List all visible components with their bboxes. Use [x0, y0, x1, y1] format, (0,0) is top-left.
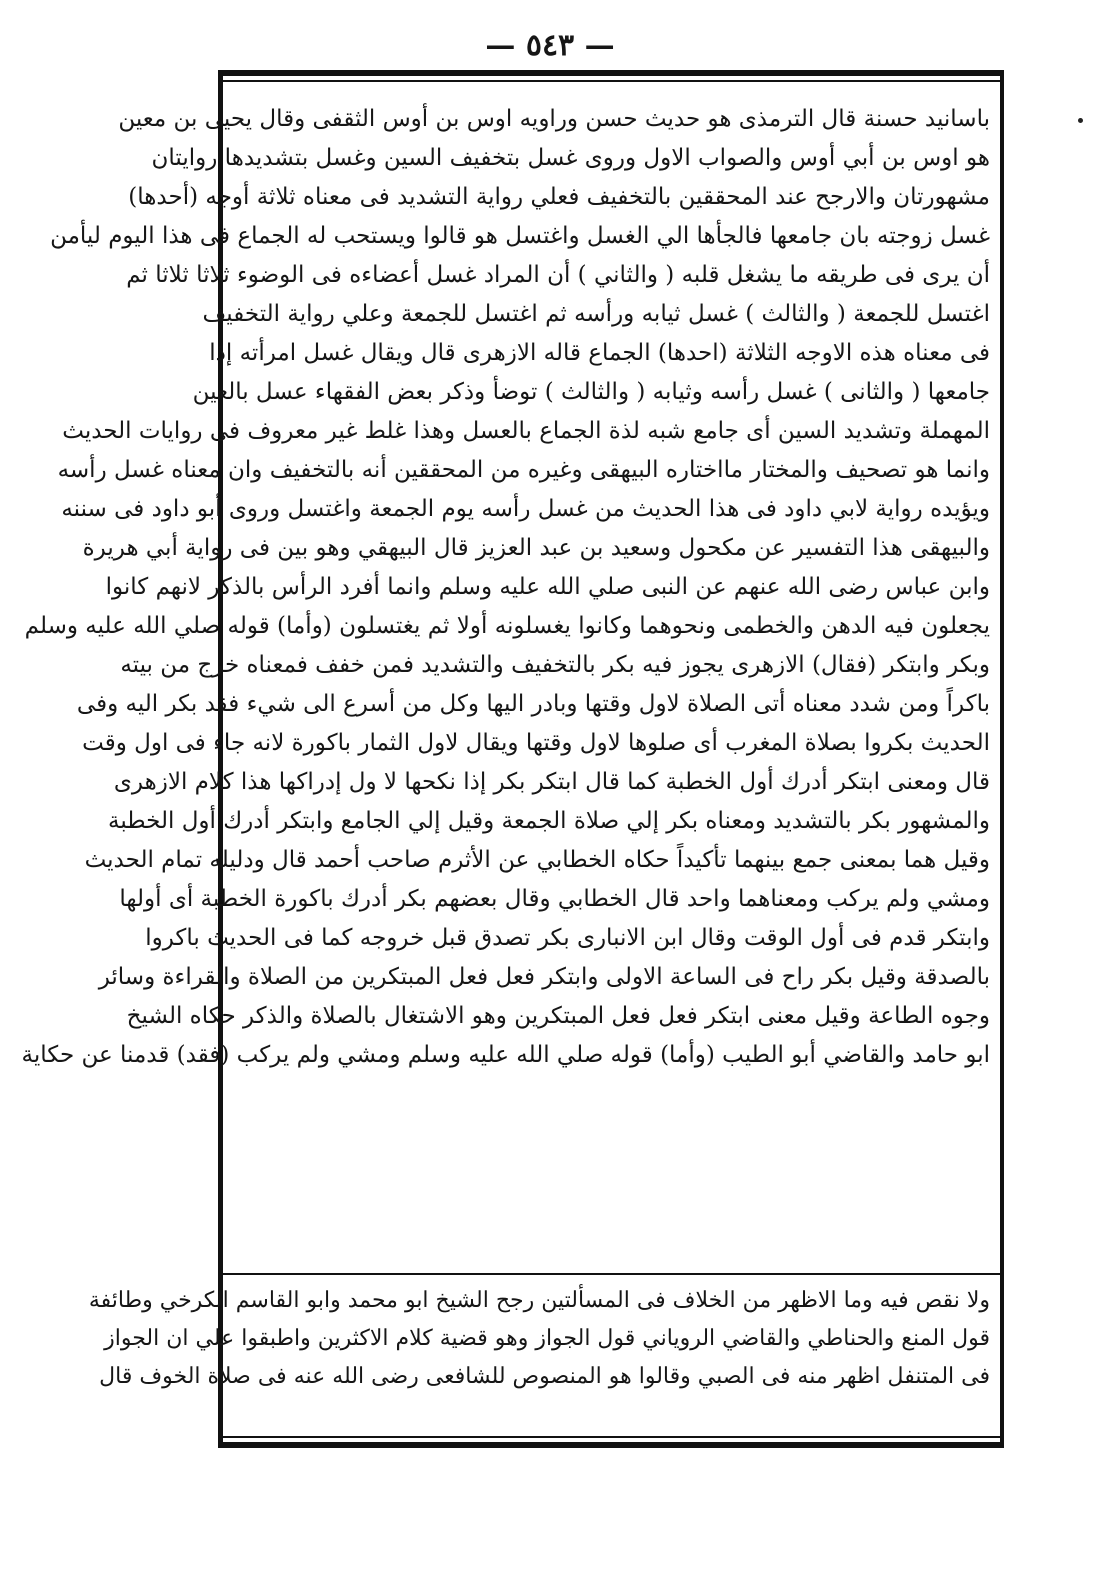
text-line: وابن عباس رضى الله عنهم عن النبى صلي الله عليه وسلم وانما أفرد الرأس بالذكر لانهم كانوا: [105, 574, 990, 600]
footnote-line: قول المنع والحناطي والقاضي الروياني قول الجواز وهو قضية كلام الاكثرين واطبقوا علي ان الجواز: [104, 1326, 990, 1351]
frame-top-rule: [218, 70, 1004, 76]
text-line: فى معناه هذه الاوجه الثلاثة (احدها) الجماع قاله الازهرى قال ويقال غسل امرأته إذا: [209, 340, 990, 366]
frame-right-rule: [1000, 70, 1004, 1448]
text-line: باكراً ومن شدد معناه أتى الصلاة لاول وقتها وبادر اليها وكل من أسرع الى شيء فقد بكر اليه وفى: [76, 691, 990, 717]
page-frame: [21, 70, 1004, 1448]
text-line: وانما هو تصحيف والمختار مااختاره البيهقى وغيره من المحققين أنه بالتخفيف وان معناه غسل رأسه: [57, 457, 990, 483]
text-line: هو اوس بن أبي أوس والصواب الاول وروى غسل بتخفيف السين وغسل بتشديدها روايتان: [151, 145, 990, 171]
text-line: المهملة وتشديد السين أى جامع شبه لذة الجماع بالعسل وهذا غلط غير معروف فى روايات الحديث: [62, 418, 990, 444]
text-line: والمشهور بكر بالتشديد ومعناه بكر إلي صلاة الجمعة وقيل إلي الجامع وابتكر أدرك أول الخطبة: [108, 808, 990, 834]
text-line: الحديث بكروا بصلاة المغرب أى صلوها لاول وقتها ويقال لاول الثمار باكورة لانه جاء فى اول وقت: [82, 730, 990, 756]
frame-bottom-rule: [218, 1442, 1004, 1448]
text-line: مشهورتان والارجح عند المحققين بالتخفيف فعلي رواية التشديد فى معناه ثلاثة أوجه (أحدها): [128, 184, 990, 210]
text-line: والبيهقى هذا التفسير عن مكحول وسعيد بن عبد العزيز قال البيهقي وهو بين فى رواية أبي هريرة: [82, 535, 990, 561]
text-line: اغتسل للجمعة ( والثالث ) غسل ثيابه ورأسه ثم اغتسل للجمعة وعلي رواية التخفيف: [202, 301, 990, 327]
text-line: وبكر وابتكر (فقال) الازهرى يجوز فيه بكر بالتخفيف والتشديد فمن خفف فمعناه خرج من بيته: [120, 652, 990, 678]
text-line: ابو حامد والقاضي أبو الطيب (وأما) قوله صلي الله عليه وسلم ومشي ولم يركب (فقد) قدمنا عن حكاية: [21, 1042, 990, 1068]
text-line: وابتكر قدم فى أول الوقت وقال ابن الانبارى بكر تصدق قبل خروجه كما فى الحديث باكروا: [145, 925, 990, 951]
page-number: — ٥٤٣ —: [485, 28, 615, 63]
footnote-line: ولا نقص فيه وما الاظهر من الخلاف فى المسألتين رجح الشيخ ابو محمد وابو القاسم الكرخي وطائفة: [88, 1288, 990, 1313]
text-line: غسل زوجته بان جامعها فالجأها الي الغسل واغتسل هو قالوا ويستحب له الجماع فى هذا اليوم ليأمن: [50, 223, 990, 249]
text-line: باسانيد حسنة قال الترمذى هو حديث حسن وراويه اوس بن أوس الثقفى وقال يحيى بن معين: [118, 106, 990, 132]
footnote-separator-rule: [218, 1273, 1004, 1275]
frame-top-thin-rule: [218, 80, 1004, 82]
text-line: جامعها ( والثانى ) غسل رأسه وثيابه ( والثالث ) توضأ وذكر بعض الفقهاء عسل بالعين: [192, 379, 990, 405]
main-text-block: [21, 100, 990, 1265]
text-line: وجوه الطاعة وقيل معنى ابتكر فعل فعل المبتكرين وهو الاشتغال بالصلاة والذكر حكاه الشيخ: [126, 1003, 990, 1029]
text-line: قال ومعنى ابتكر أدرك أول الخطبة كما قال ابتكر بكر إذا نكحها لا ول إدراكها هذا كلام الازهرى: [113, 769, 990, 795]
frame-bottom-thin-rule: [218, 1436, 1004, 1438]
text-line: ومشي ولم يركب ومعناهما واحد قال الخطابي وقال بعضهم بكر أدرك باكورة الخطبة أى أولها: [119, 886, 990, 912]
footnote-block: [88, 1282, 990, 1432]
margin-mark: [1078, 118, 1083, 123]
text-line: يجعلون فيه الدهن والخطمى ونحوهما وكانوا يغسلونه أولا ثم يغتسلون (وأما) قوله صلي الله عليه وسلم: [24, 613, 990, 639]
text-line: ويؤيده رواية لابي داود فى هذا الحديث من غسل رأسه يوم الجمعة واغتسل وروى أبو داود فى سننه: [61, 496, 990, 522]
text-line: أن يرى فى طريقه ما يشغل قلبه ( والثاني ) أن المراد غسل أعضاءه فى الوضوء ثلاثا ثلاثا ثم: [126, 262, 990, 288]
text-line: بالصدقة وقيل بكر راح فى الساعة الاولى وابتكر فعل فعل المبتكرين من الصلاة والقراءة وسائر: [98, 964, 990, 990]
text-line: وقيل هما بمعنى جمع بينهما تأكيداً حكاه الخطابي عن الأثرم صاحب أحمد قال ودليله تمام الحديث: [84, 847, 990, 873]
footnote-line: فى المتنفل اظهر منه فى الصبي وقالوا هو المنصوص للشافعى رضى الله عنه فى صلاة الخوف قال: [99, 1364, 990, 1389]
